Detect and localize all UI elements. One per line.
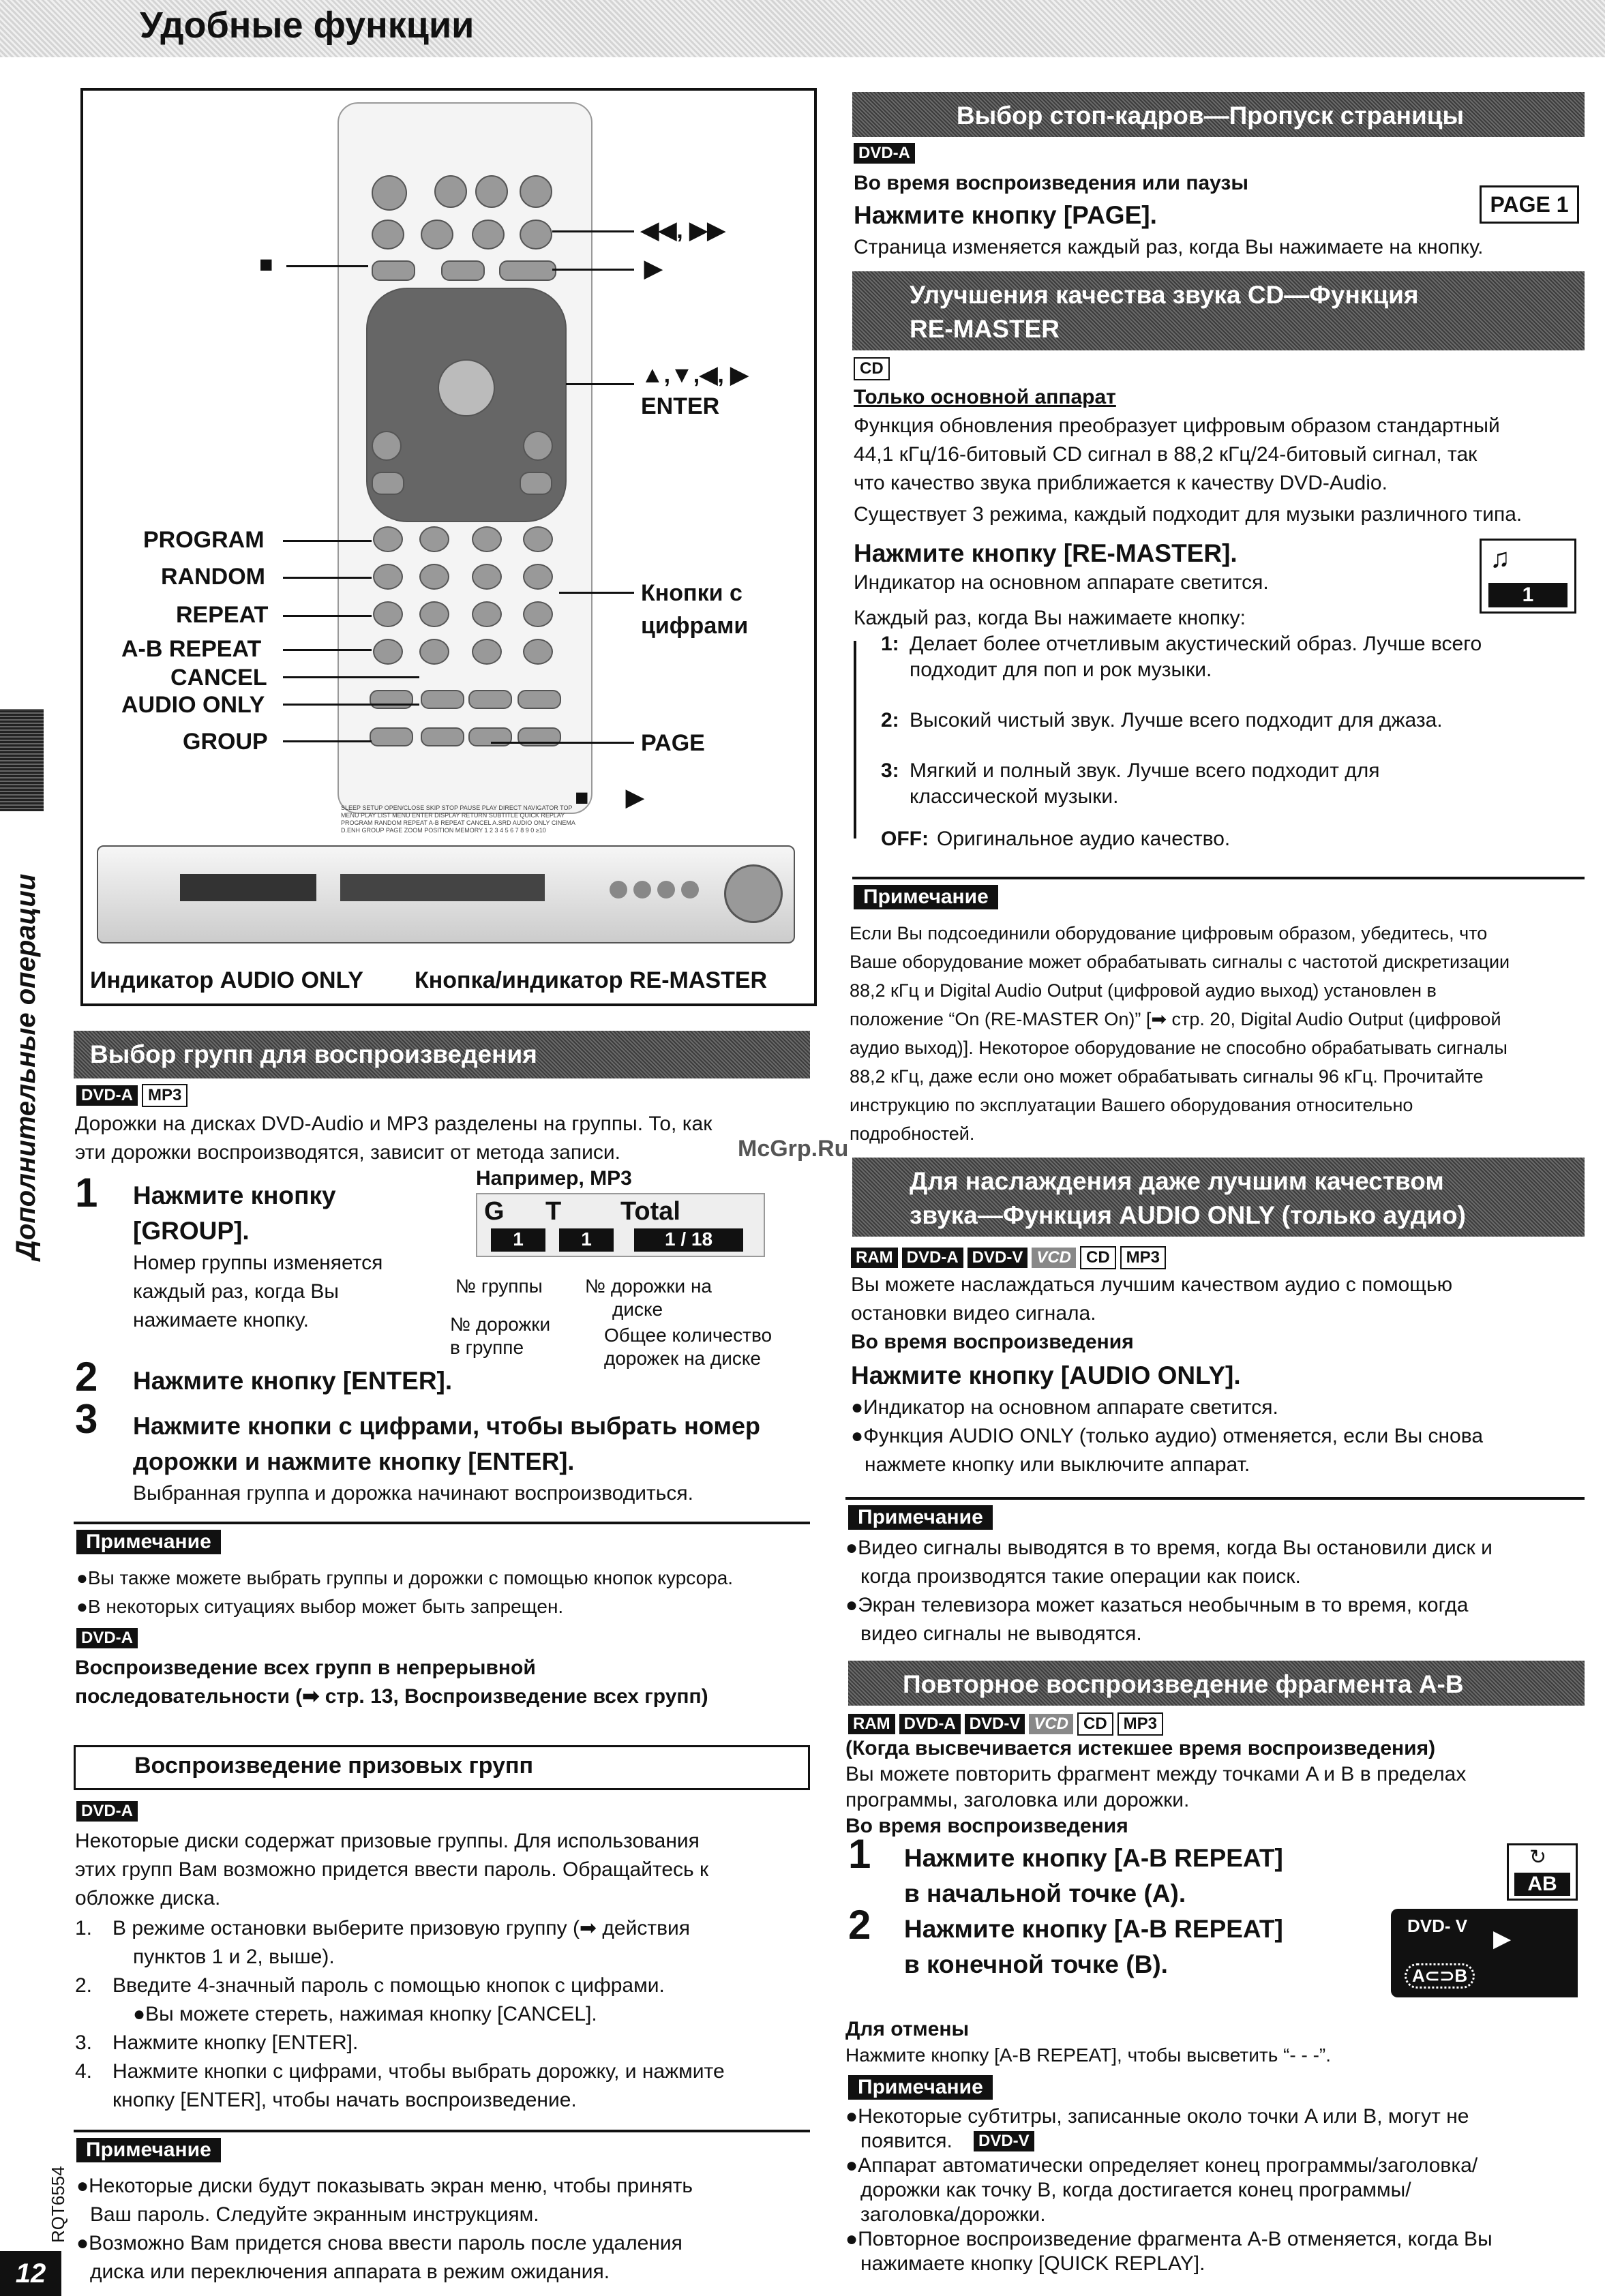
remaster-label: Кнопка/индикатор RE-MASTER	[415, 967, 768, 993]
leader-line	[283, 740, 372, 742]
mode-3-key: 3:	[881, 759, 899, 782]
page-skip-header: Выбор стоп-кадров—Пропуск страницы	[852, 92, 1585, 137]
digit-9	[523, 601, 553, 627]
remote-text: A-B REPEAT	[428, 819, 465, 826]
badge-dvda: DVD-A	[854, 143, 915, 164]
callout-numbers-1: Кнопки с	[641, 580, 742, 606]
ab-cancel-body: Нажмите кнопку [A-B REPEAT], чтобы высветить “- - -”.	[845, 2044, 1332, 2066]
mode-2-key: 2:	[881, 709, 899, 731]
remote-digit: 4	[500, 827, 504, 834]
remote-text: D.ENH	[341, 827, 361, 834]
note-label: Примечание	[848, 1505, 993, 1530]
page-button	[421, 727, 464, 746]
groups-header: Выбор групп для воспроизведения	[74, 1031, 810, 1078]
callout-ab-repeat: A-B REPEAT	[121, 636, 262, 662]
bonus-title-box	[74, 1745, 810, 1790]
remaster-header-2: RE-MASTER	[910, 315, 1060, 343]
note-label: Примечание	[76, 2138, 221, 2162]
step1-body-1: Номер группы изменяется	[133, 1252, 383, 1274]
remote-text: MENU	[392, 812, 410, 819]
doc-code: RQT6554	[48, 2166, 68, 2243]
callout-play: ▶	[644, 256, 663, 282]
badge-vcd: VCD	[1029, 1714, 1073, 1734]
remaster-body-1: Функция обновления преобразует цифровым образом стандартный	[854, 414, 1500, 437]
callout-audio-only: AUDIO ONLY	[121, 692, 265, 718]
remote-text: STOP	[441, 804, 458, 811]
callout-enter: ENTER	[641, 393, 720, 419]
remote-text: PAGE	[385, 827, 403, 834]
audio-note: видео сигналы не выводятся.	[860, 1622, 1142, 1645]
cycle-line	[854, 641, 856, 839]
remote-text: REPEAT	[403, 819, 427, 826]
step3-title-2: дорожки и нажмите кнопку [ENTER].	[133, 1447, 575, 1475]
unit-button	[633, 881, 651, 898]
label-group-track-2: в группе	[450, 1337, 524, 1358]
audio-body-1: Вы можете наслаждаться лучшим качеством аудио с помощью	[851, 1273, 1453, 1296]
pause-button	[441, 260, 485, 281]
ab-note: нажимаете кнопку [QUICK REPLAY].	[860, 2252, 1205, 2275]
display-total: Total	[620, 1197, 680, 1226]
step1-body-2: каждый раз, когда Вы	[133, 1280, 339, 1303]
disc-tray	[180, 874, 316, 901]
remote-digit: 6	[510, 827, 514, 834]
step2-number: 2	[75, 1354, 98, 1400]
ab-when: Во время воспроизведения	[845, 1815, 1128, 1837]
badge-cd: CD	[854, 357, 890, 380]
remote-text: RANDOM	[374, 819, 402, 826]
step1-body-3: нажимаете кнопку.	[133, 1309, 309, 1331]
badge-mp3: MP3	[1118, 1712, 1163, 1736]
audio-only-header-2: звука—Функция AUDIO ONLY (только аудио)	[910, 1201, 1466, 1229]
audio-only-header-1: Для наслаждения даже лучшим качеством	[910, 1167, 1444, 1195]
skip-back-button	[372, 220, 404, 250]
remote-text: SLEEP	[341, 804, 361, 811]
display-g: G	[484, 1197, 505, 1226]
badge-dvda: DVD-A	[76, 1628, 138, 1648]
audio-note: когда производятся такие операции как поиск.	[860, 1565, 1301, 1588]
remote-digit: 9	[525, 827, 529, 834]
audio-only-button	[421, 690, 464, 709]
step2-title: Нажмите кнопку [ENTER].	[133, 1367, 453, 1395]
bonus-note: диска или переключения аппарата в режим ожидания.	[90, 2261, 610, 2283]
step3-title-1: Нажмите кнопки с цифрами, чтобы выбрать номер	[133, 1412, 760, 1440]
digit-6	[523, 564, 553, 590]
group-button	[370, 727, 413, 746]
open-close-button	[520, 175, 552, 208]
dvda-badge-wrap	[76, 1628, 142, 1648]
audio-note: ●Видео сигналы выводятся в то время, когда Вы остановили диск и	[845, 1537, 1492, 1559]
leader-line	[283, 649, 372, 651]
remote-digit: 0	[530, 827, 535, 834]
note-label: Примечание	[848, 2075, 993, 2100]
osd-display	[1391, 1909, 1578, 1997]
step3-number: 3	[75, 1396, 98, 1442]
leader-line	[559, 592, 634, 594]
mode-2-text: Высокий чистый звук. Лучше всего подходит для джаза.	[910, 709, 1443, 731]
enter-button	[438, 359, 495, 417]
ab-step2-number: 2	[848, 1902, 871, 1948]
remote-text: SKIP	[425, 804, 440, 811]
remote-text: CINEMA	[551, 819, 575, 826]
unit-display	[340, 874, 545, 901]
remote-digit: 3	[494, 827, 498, 834]
remaster-action: Нажмите кнопку [RE-MASTER].	[854, 539, 1238, 567]
mode-off-key: OFF:	[881, 828, 929, 850]
remote-text: TOP MENU	[341, 804, 573, 819]
ab-repeat-button	[373, 639, 403, 665]
ab-header: Повторное воспроизведение фрагмента A-B	[848, 1661, 1585, 1706]
callout-stop: ■	[259, 252, 273, 277]
bonus-step-num: 1.	[75, 1917, 93, 1939]
osd-ab: A⊂⊃B	[1405, 1963, 1475, 1989]
remote-text: PAUSE	[460, 804, 481, 811]
skip-fwd-button	[421, 220, 453, 250]
bonus-title: Воспроизведение призовых групп	[134, 1753, 534, 1779]
digit-7	[419, 601, 449, 627]
unit-button	[657, 881, 675, 898]
watermark: McGrp.Ru	[738, 1136, 849, 1162]
remote-text: DIRECT NAVIGATOR	[498, 804, 558, 811]
bonus-step-num: 3.	[75, 2031, 93, 2054]
label-disc-track-1: № дорожки на	[585, 1275, 712, 1297]
unit-button	[610, 881, 627, 898]
badge-ram: RAM	[851, 1248, 898, 1268]
remote-text: PROGRAM	[341, 819, 373, 826]
ab-step1-number: 1	[848, 1831, 871, 1877]
label-disc-track-2: диске	[612, 1299, 663, 1320]
play-button	[499, 260, 556, 281]
note-label: Примечание	[76, 1530, 221, 1554]
groups-note-2: ●В некоторых ситуациях выбор может быть запрещен.	[76, 1596, 564, 1617]
repeat-icon: ↻	[1529, 1846, 1547, 1869]
remote-text: QUICK REPLAY	[520, 812, 565, 819]
remote-text: ENTER	[412, 812, 433, 819]
display-total-val: 1 / 18	[634, 1228, 743, 1252]
remaster-note: 88,2 кГц, даже если оно может обрабатывать сигналы 96 кГц. Прочитайте	[850, 1066, 1484, 1087]
badge-dvdv: DVD-V	[967, 1248, 1028, 1268]
audio-note: ●Экран телевизора может казаться необычным в то время, когда	[845, 1594, 1469, 1616]
bonus-note: ●Возможно Вам придется снова ввести пароль после удаления	[76, 2232, 682, 2254]
callout-skip: ◀◀, ▶▶	[641, 217, 725, 243]
note-label: Примечание	[854, 885, 998, 909]
osd-play-icon: ▶	[1493, 1926, 1512, 1952]
leader-line	[283, 615, 372, 617]
ab-when-bold: (Когда высвечивается истекшее время воспроизведения)	[845, 1737, 1436, 1759]
label-total-2: дорожек на диске	[604, 1348, 762, 1369]
groups-intro-1: Дорожки на дисках DVD-Audio и MP3 разделены на группы. То, как	[75, 1113, 712, 1135]
mode-off-text: Оригинальное аудио качество.	[937, 828, 1231, 850]
groups-intro-2: эти дорожки воспроизводятся, зависит от метода записи.	[75, 1141, 620, 1164]
unit-play-label: ▶	[626, 785, 644, 811]
ab-step2-1: Нажмите кнопку [A-B REPEAT]	[904, 1915, 1283, 1943]
divider	[852, 877, 1585, 879]
remaster-only: Только основной аппарат	[854, 386, 1116, 408]
callout-program: PROGRAM	[143, 527, 265, 553]
search-fwd-button	[520, 220, 552, 250]
sleep-button	[434, 175, 467, 208]
remote-text: SUBTITLE	[488, 812, 518, 819]
badge-ram: RAM	[848, 1714, 895, 1734]
play-all-1: Воспроизведение всех групп в непрерывной	[75, 1657, 536, 1679]
badge-dvda: DVD-A	[899, 1714, 961, 1734]
bonus-intro-3: обложке диска.	[75, 1887, 221, 1909]
remaster-note: аудио выход)]. Некоторое оборудование не способно обрабатывать сигналы	[850, 1038, 1508, 1058]
random-button	[373, 564, 403, 590]
audio-only-header	[852, 1158, 1585, 1237]
remote-text: CANCEL	[466, 819, 492, 826]
leader-line	[552, 269, 634, 271]
badge-mp3: MP3	[142, 1084, 188, 1107]
leader-line	[283, 676, 419, 678]
remote-button-texts	[341, 804, 586, 834]
audio-body-2: остановки видео сигнала.	[851, 1302, 1096, 1325]
return-button	[523, 431, 553, 461]
ab-display	[1507, 1843, 1578, 1901]
note-icon: ♫	[1490, 543, 1510, 573]
display-button	[372, 431, 402, 461]
ab-body-2: программы, заголовка или дорожки.	[845, 1789, 1190, 1811]
bonus-step-text: кнопку [ENTER], чтобы начать воспроизведение.	[112, 2089, 577, 2111]
remote-text: PLAY	[481, 804, 497, 811]
leader-line	[283, 704, 419, 706]
ab-note: появится.	[860, 2130, 952, 2152]
ab-step1-1: Нажмите кнопку [A-B REPEAT]	[904, 1844, 1283, 1872]
badge-dvdv: DVD-V	[965, 1714, 1025, 1734]
remote-digit: 7	[515, 827, 519, 834]
mode-3-text: Мягкий и полный звук. Лучше всего подходит для	[910, 759, 1380, 782]
remaster-body-3: что качество звука приближается к качеству DVD-Audio.	[854, 472, 1388, 494]
badge-dvda: DVD-A	[76, 1085, 138, 1106]
remote-digit: 2	[490, 827, 494, 834]
digit-1	[419, 526, 449, 552]
label-total-1: Общее количество	[604, 1325, 772, 1346]
remote-text: A.SRD	[492, 819, 511, 826]
doc-code-wrap	[45, 2166, 72, 2243]
leader-line	[491, 742, 634, 744]
power-button	[372, 175, 407, 211]
bonus-note: ●Некоторые диски будут показывать экран меню, чтобы принять	[76, 2175, 693, 2197]
display-t-val: 1	[559, 1228, 614, 1252]
audio-action: Нажмите кнопку [AUDIO ONLY].	[851, 1361, 1241, 1389]
remaster-note: положение “On (RE-MASTER On)” [➡ стр. 20, Digital Audio Output (цифровой	[850, 1009, 1501, 1029]
bonus-step-text: В режиме остановки выберите призовую группу (➡ действия	[112, 1917, 691, 1939]
leader-line	[552, 230, 634, 232]
bonus-step-text: Нажмите кнопки с цифрами, чтобы выбрать дорожку, и нажмите	[112, 2060, 725, 2083]
remote-text: RETURN	[461, 812, 487, 819]
groups-badges	[76, 1084, 192, 1107]
bonus-step-text: Нажмите кнопку [ENTER].	[112, 2031, 359, 2054]
page-action: Нажмите кнопку [PAGE].	[854, 201, 1157, 229]
unit-button	[681, 881, 699, 898]
ab-body-1: Вы можете повторить фрагмент между точками A и B в пределах	[845, 1763, 1467, 1785]
program-button	[373, 526, 403, 552]
step3-body: Выбранная группа и дорожка начинают воспроизводиться.	[133, 1482, 693, 1505]
remaster-note: инструкцию по эксплуатации Вашего оборудования относительно	[850, 1095, 1413, 1115]
bonus-step-num: 2.	[75, 1974, 93, 1997]
ab-step2-2: в конечной точке (B).	[904, 1950, 1168, 1978]
ab-note-badge-wrap	[974, 2131, 1038, 2151]
side-label-wrap	[7, 818, 41, 1261]
remaster-body-4: Существует 3 режима, каждый подходит для музыки различного типа.	[854, 503, 1522, 526]
ab-note: дорожки как точку B, когда достигается конец программы/	[860, 2179, 1411, 2201]
badge-cd: CD	[1080, 1246, 1116, 1269]
stop-button	[372, 260, 415, 281]
ab-display-val: AB	[1514, 1873, 1570, 1896]
mode-1-text: подходит для поп и рок музыки.	[910, 659, 1212, 681]
digit-2	[472, 526, 502, 552]
remote-digit: 8	[520, 827, 524, 834]
page-title: Удобные функции	[140, 5, 475, 46]
side-tab	[0, 709, 44, 811]
step1-number: 1	[75, 1170, 98, 1215]
remaster-note: подробностей.	[850, 1123, 975, 1144]
remaster-header	[852, 271, 1585, 350]
groups-note-1: ●Вы также можете выбрать группы и дорожки с помощью кнопок курсора.	[76, 1567, 734, 1588]
page-when: Во время воспроизведения или паузы	[854, 172, 1248, 194]
main-unit	[97, 845, 795, 943]
badge-dvdv: DVD-V	[974, 2131, 1034, 2151]
remote-digit: 1	[484, 827, 488, 834]
bonus-step-text: пунктов 1 и 2, выше).	[133, 1946, 335, 1968]
repeat-button	[373, 601, 403, 627]
display-g-val: 1	[491, 1228, 545, 1252]
cinema-button	[468, 690, 512, 709]
badge-dvda: DVD-A	[902, 1248, 963, 1268]
remaster-note: Ваше оборудование может обрабатывать сигналы с частотой дискретизации	[850, 952, 1510, 972]
digit-5	[472, 564, 502, 590]
remote-digit: 5	[505, 827, 509, 834]
bonus-step-num: 4.	[75, 2060, 93, 2083]
remaster-note: 88,2 кГц и Digital Audio Output (цифровой аудио выход) установлен в	[850, 980, 1437, 1001]
ab-step1-2: в начальной точке (A).	[904, 1879, 1186, 1907]
page-badge-wrap	[854, 143, 919, 164]
mode-1-key: 1:	[881, 633, 899, 655]
remote-text: PLAY LIST	[361, 812, 391, 819]
remote-text: POSITION MEMORY	[424, 827, 483, 834]
callout-group: GROUP	[183, 729, 268, 755]
digit-3	[523, 526, 553, 552]
badge-mp3: MP3	[1120, 1246, 1166, 1269]
subtitle-button	[372, 472, 404, 495]
page-body: Страница изменяется каждый раз, когда Вы нажимаете на кнопку.	[854, 236, 1484, 258]
audio-bullet: нажмете кнопку или выключите аппарат.	[865, 1453, 1250, 1476]
badge-vcd: VCD	[1032, 1248, 1076, 1268]
bonus-step-text: Введите 4-значный пароль с помощью кнопок с цифрами.	[112, 1974, 665, 1997]
side-label: Дополнительные операции	[11, 873, 41, 1260]
quick-replay-button	[520, 472, 552, 495]
remaster-display	[1480, 539, 1576, 614]
bonus-step-text: ●Вы можете стереть, нажимая кнопку [CANCEL].	[133, 2003, 597, 2025]
ab-note: ●Аппарат автоматически определяет конец программы/заголовка/	[845, 2154, 1478, 2177]
divider	[845, 1497, 1585, 1500]
callout-cancel: CANCEL	[170, 665, 267, 691]
ab-note: ●Повторное воспроизведение фрагмента A-B отменяется, когда Вы	[845, 2228, 1492, 2250]
ab-note: ●Некоторые субтитры, записанные около точки A или B, могут не	[845, 2105, 1469, 2128]
leader-line	[286, 265, 368, 267]
step1-title-1: Нажмите кнопку	[133, 1181, 336, 1209]
divider	[74, 1522, 810, 1524]
example-label: Например, MP3	[476, 1167, 632, 1190]
osd-dvd: DVD- V	[1407, 1916, 1468, 1936]
label-group-track-1: № дорожки	[450, 1314, 551, 1335]
leader-line	[283, 577, 372, 579]
bonus-intro-1: Некоторые диски содержат призовые группы. Для использования	[75, 1830, 700, 1852]
remote-control	[338, 102, 592, 814]
bonus-intro-2: этих групп Вам возможно придется ввести пароль. Обращайтесь к	[75, 1858, 709, 1881]
denh-button	[518, 690, 561, 709]
remaster-display-val: 1	[1488, 583, 1567, 607]
remaster-body-2: 44,1 кГц/16-битовый CD сигнал в 88,2 кГц/24-битовый сигнал, так	[854, 443, 1478, 466]
leader-line	[566, 383, 634, 385]
unit-stop-label: ■	[575, 785, 589, 811]
remote-text: GROUP	[361, 827, 385, 834]
remote-digit: ≥10	[535, 827, 546, 834]
digit-10plus	[523, 639, 553, 665]
remaster-badge-wrap	[854, 357, 894, 380]
label-group-no: № группы	[455, 1275, 543, 1297]
remote-text: ZOOM	[404, 827, 423, 834]
divider	[74, 2130, 810, 2132]
search-back-button	[472, 220, 505, 250]
page-display: PAGE 1	[1480, 185, 1579, 224]
mode-3-text: классической музыки.	[910, 785, 1119, 808]
callout-random: RANDOM	[161, 564, 265, 590]
badge-cd: CD	[1077, 1712, 1113, 1736]
step1-title-2: [GROUP].	[133, 1217, 250, 1245]
remaster-header-1: Улучшения качества звука CD—Функция	[910, 281, 1419, 309]
digit-0	[472, 639, 502, 665]
audio-bullet: ●Функция AUDIO ONLY (только аудио) отменяется, если Вы снова	[851, 1425, 1484, 1447]
ab-note: заголовка/дорожки.	[860, 2203, 1046, 2226]
remote-text: AUDIO ONLY	[512, 819, 550, 826]
audio-badges	[851, 1246, 1170, 1269]
setup-button	[475, 175, 508, 208]
volume-knob	[724, 864, 783, 923]
mp3-display	[476, 1193, 765, 1257]
mode-1-text: Делает более отчетливым акустический образ. Лучше всего	[910, 633, 1482, 655]
asrd-button	[370, 690, 413, 709]
remote-text: SETUP	[362, 804, 383, 811]
bonus-note: Ваш пароль. Следуйте экранным инструкциям.	[90, 2203, 539, 2226]
callout-repeat: REPEAT	[176, 602, 269, 628]
audio-only-indicator-label: Индикатор AUDIO ONLY	[90, 967, 363, 993]
callout-numbers-2: цифрами	[641, 613, 749, 639]
callout-cursor: ▲,▼,◀, ▶	[641, 362, 749, 388]
callout-page: PAGE	[641, 730, 705, 756]
remaster-each: Каждый раз, когда Вы нажимаете кнопку:	[854, 607, 1246, 629]
remaster-note: Если Вы подсоединили оборудование цифровым образом, убедитесь, что	[850, 923, 1488, 943]
ab-cancel-title: Для отмены	[845, 2018, 970, 2040]
badge-dvda: DVD-A	[76, 1801, 138, 1822]
cancel-button	[419, 639, 449, 665]
ab-badges	[848, 1712, 1167, 1736]
remote-text: DISPLAY	[434, 812, 460, 819]
bonus-badge-wrap	[76, 1801, 142, 1822]
audio-when: Во время воспроизведения	[851, 1331, 1134, 1353]
remote-text: OPEN/CLOSE	[384, 804, 425, 811]
page-number: 12	[0, 2251, 61, 2296]
display-t: T	[545, 1197, 562, 1226]
digit-4	[419, 564, 449, 590]
play-all-2: последовательности (➡ стр. 13, Воспроизведение всех групп)	[75, 1685, 708, 1708]
remaster-indicator: Индикатор на основном аппарате светится.	[854, 571, 1269, 594]
audio-bullet: ●Индикатор на основном аппарате светится.	[851, 1396, 1278, 1419]
digit-8	[472, 601, 502, 627]
leader-line	[283, 540, 372, 542]
